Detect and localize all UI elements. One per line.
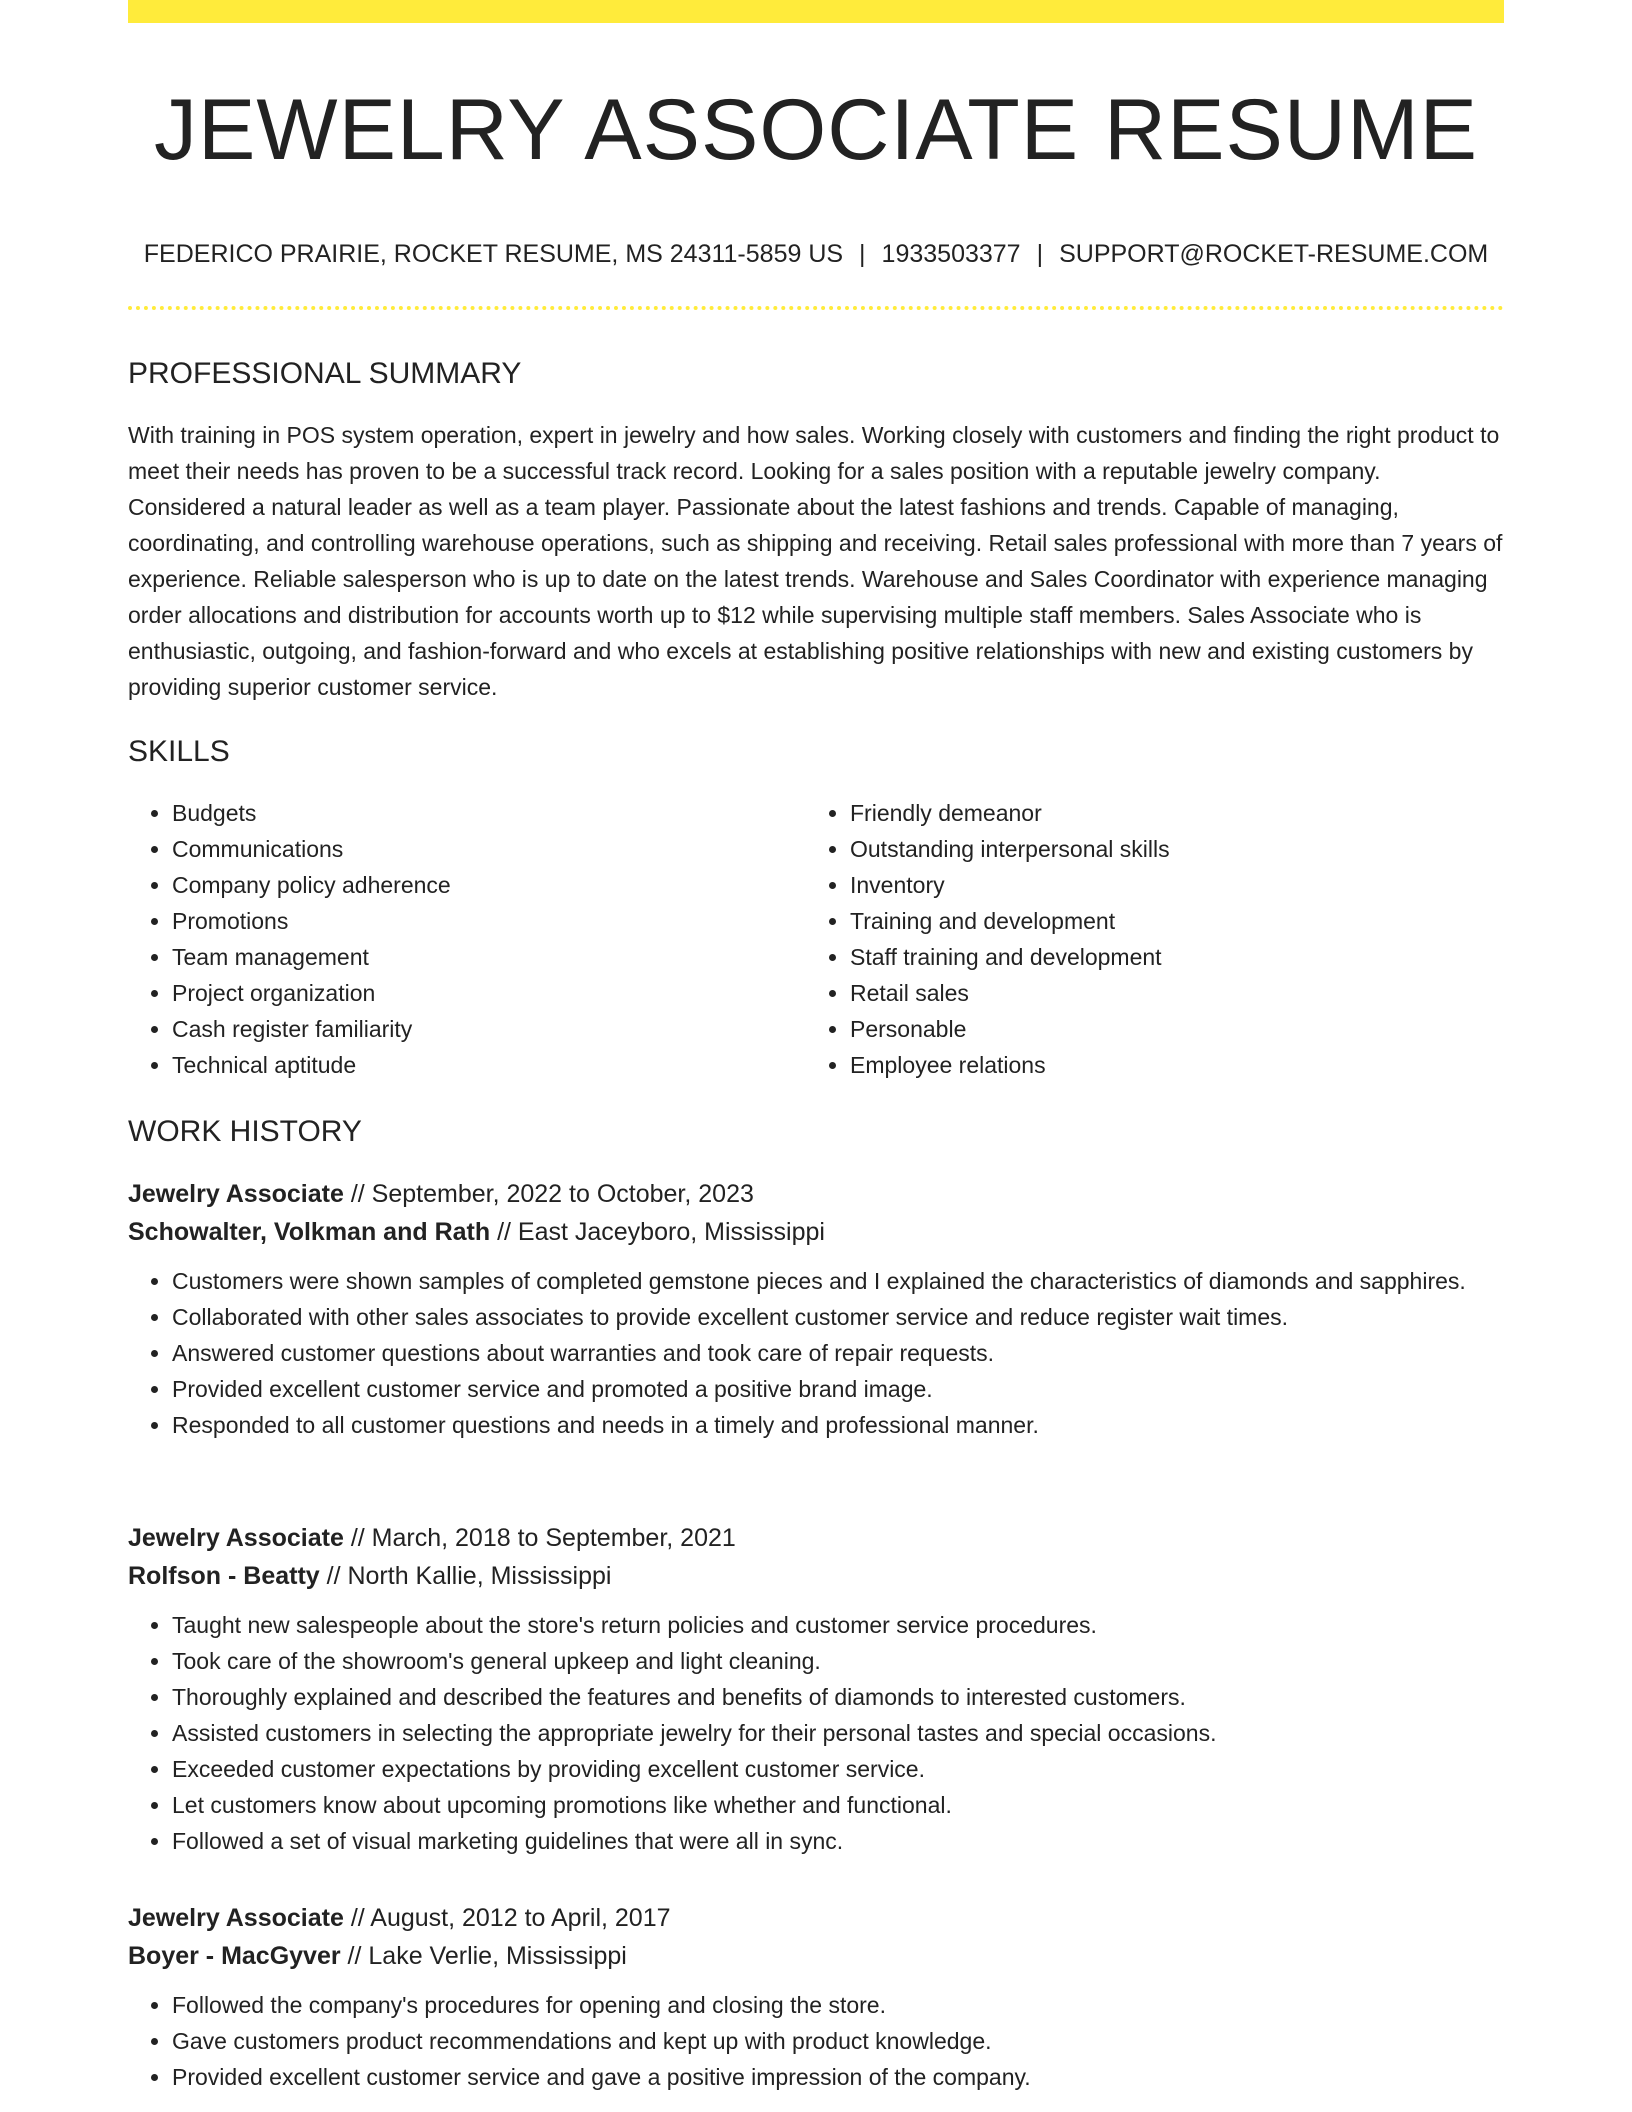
job-location: // East Jaceyboro, Mississippi (490, 1218, 825, 1246)
job-duty: • Customers were shown samples of completed gemstone pieces and I explained the characteristics of diamonds and sapphires. (172, 1263, 1504, 1299)
job-duty: • Collaborated with other sales associates to provide excellent customer service and reduce register wait times. (172, 1299, 1504, 1335)
contact-email: SUPPORT@ROCKET-RESUME.COM (1059, 240, 1489, 268)
job-entry (128, 1175, 1504, 1443)
job-duties-list (128, 1263, 1504, 1443)
job-dates: // September, 2022 to October, 2023 (343, 1180, 754, 1208)
skill-item: • Staff training and development (850, 939, 1482, 975)
skills-heading: SKILLS (128, 735, 230, 768)
contact-address: FEDERICO PRAIRIE, ROCKET RESUME, MS 24311-5859 US (143, 240, 844, 268)
skill-item: • Team management (172, 939, 804, 975)
resume-title: JEWELRY ASSOCIATE RESUME (154, 82, 1478, 178)
skills-list-left (128, 795, 804, 1083)
job-duty: • Gave customers product recommendations and kept up with product knowledge. (172, 2023, 1504, 2059)
skills-column-left (128, 795, 804, 1083)
summary-heading: PROFESSIONAL SUMMARY (128, 357, 522, 390)
contact-separator: | (859, 240, 866, 268)
summary-text: With training in POS system operation, expert in jewelry and how sales. Working closely with customers and finding the right product to meet their needs has proven to be a successful track record. Looking for a sales position with a reputable jewelry company. Considered a natural leader as well as a team player. Passionate about the latest fashions and trends. Capable of managing, coordinating, and controlling warehouse operations, such as shipping and receiving. Retail sales professional with more than 7 years of experience. Reliable salesperson who is up to date on the latest trends. Warehouse and Sales Coordinator with experience managing order allocations and distribution for accounts worth up to $12 while supervising multiple staff members. Sales Associate who is enthusiastic, outgoing, and fashion-forward and who excels at establishing positive relationships with new and existing customers by providing superior customer service. (128, 422, 1503, 700)
job-duty: • Exceeded customer expectations by providing excellent customer service. (172, 1751, 1504, 1787)
job-company-line (128, 1213, 1504, 1251)
job-duties-list (128, 1987, 1504, 2095)
job-duty: • Let customers know about upcoming promotions like whether and functional. (172, 1787, 1504, 1823)
skill-item: • Cash register familiarity (172, 1011, 804, 1047)
skill-item: • Outstanding interpersonal skills (850, 831, 1482, 867)
job-location: // Lake Verlie, Mississippi (340, 1942, 627, 1970)
job-duty: • Assisted customers in selecting the appropriate jewelry for their personal tastes and special occasions. (172, 1715, 1504, 1751)
job-title-line (128, 1899, 1504, 1937)
skill-item: • Promotions (172, 903, 804, 939)
job-company: Rolfson - Beatty (128, 1562, 320, 1590)
job-duty: • Took care of the showroom's general upkeep and light cleaning. (172, 1643, 1504, 1679)
job-duties-list (128, 1607, 1504, 1859)
work-history-heading: WORK HISTORY (128, 1115, 362, 1148)
contact-phone: 1933503377 (881, 240, 1021, 268)
skill-item: • Communications (172, 831, 804, 867)
job-duty: • Followed a set of visual marketing guidelines that were all in sync. (172, 1823, 1504, 1859)
job-title: Jewelry Associate (128, 1524, 344, 1552)
job-title-line (128, 1519, 1504, 1557)
contact-separator: | (1036, 240, 1044, 268)
job-duty: • Taught new salespeople about the store's return policies and customer service procedures. (172, 1607, 1504, 1643)
job-company: Schowalter, Volkman and Rath (128, 1218, 491, 1246)
contact-line (128, 236, 1504, 272)
skills-column-right (806, 795, 1482, 1083)
skill-item: • Retail sales (850, 975, 1482, 1011)
job-location: // North Kallie, Mississippi (319, 1562, 612, 1590)
job-dates: // March, 2018 to September, 2021 (343, 1524, 736, 1552)
skill-item: • Budgets (172, 795, 804, 831)
job-dates: // August, 2012 to April, 2017 (343, 1904, 671, 1932)
job-duty: • Followed the company's procedures for opening and closing the store. (172, 1987, 1504, 2023)
job-entry (128, 1899, 1504, 2095)
job-entry (128, 1519, 1504, 1859)
skill-item: • Inventory (850, 867, 1482, 903)
skill-item: • Employee relations (850, 1047, 1482, 1083)
job-duty: • Thoroughly explained and described the features and benefits of diamonds to interested customers. (172, 1679, 1504, 1715)
job-duty: • Answered customer questions about warranties and took care of repair requests. (172, 1335, 1504, 1371)
job-company-line (128, 1937, 1504, 1975)
header-divider (128, 306, 1504, 310)
job-duty: • Provided excellent customer service and gave a positive impression of the company. (172, 2059, 1504, 2095)
job-title: Jewelry Associate (128, 1904, 344, 1932)
skill-item: • Project organization (172, 975, 804, 1011)
skill-item: • Personable (850, 1011, 1482, 1047)
accent-bar (128, 0, 1504, 23)
skill-item: • Technical aptitude (172, 1047, 804, 1083)
job-company: Boyer - MacGyver (128, 1942, 341, 1970)
job-company-line (128, 1557, 1504, 1595)
skill-item: • Training and development (850, 903, 1482, 939)
skills-list-right (806, 795, 1482, 1083)
skill-item: • Company policy adherence (172, 867, 804, 903)
job-title: Jewelry Associate (128, 1180, 344, 1208)
skill-item: • Friendly demeanor (850, 795, 1482, 831)
job-duty: • Responded to all customer questions and needs in a timely and professional manner. (172, 1407, 1504, 1443)
job-duty: • Provided excellent customer service and promoted a positive brand image. (172, 1371, 1504, 1407)
job-title-line (128, 1175, 1504, 1213)
